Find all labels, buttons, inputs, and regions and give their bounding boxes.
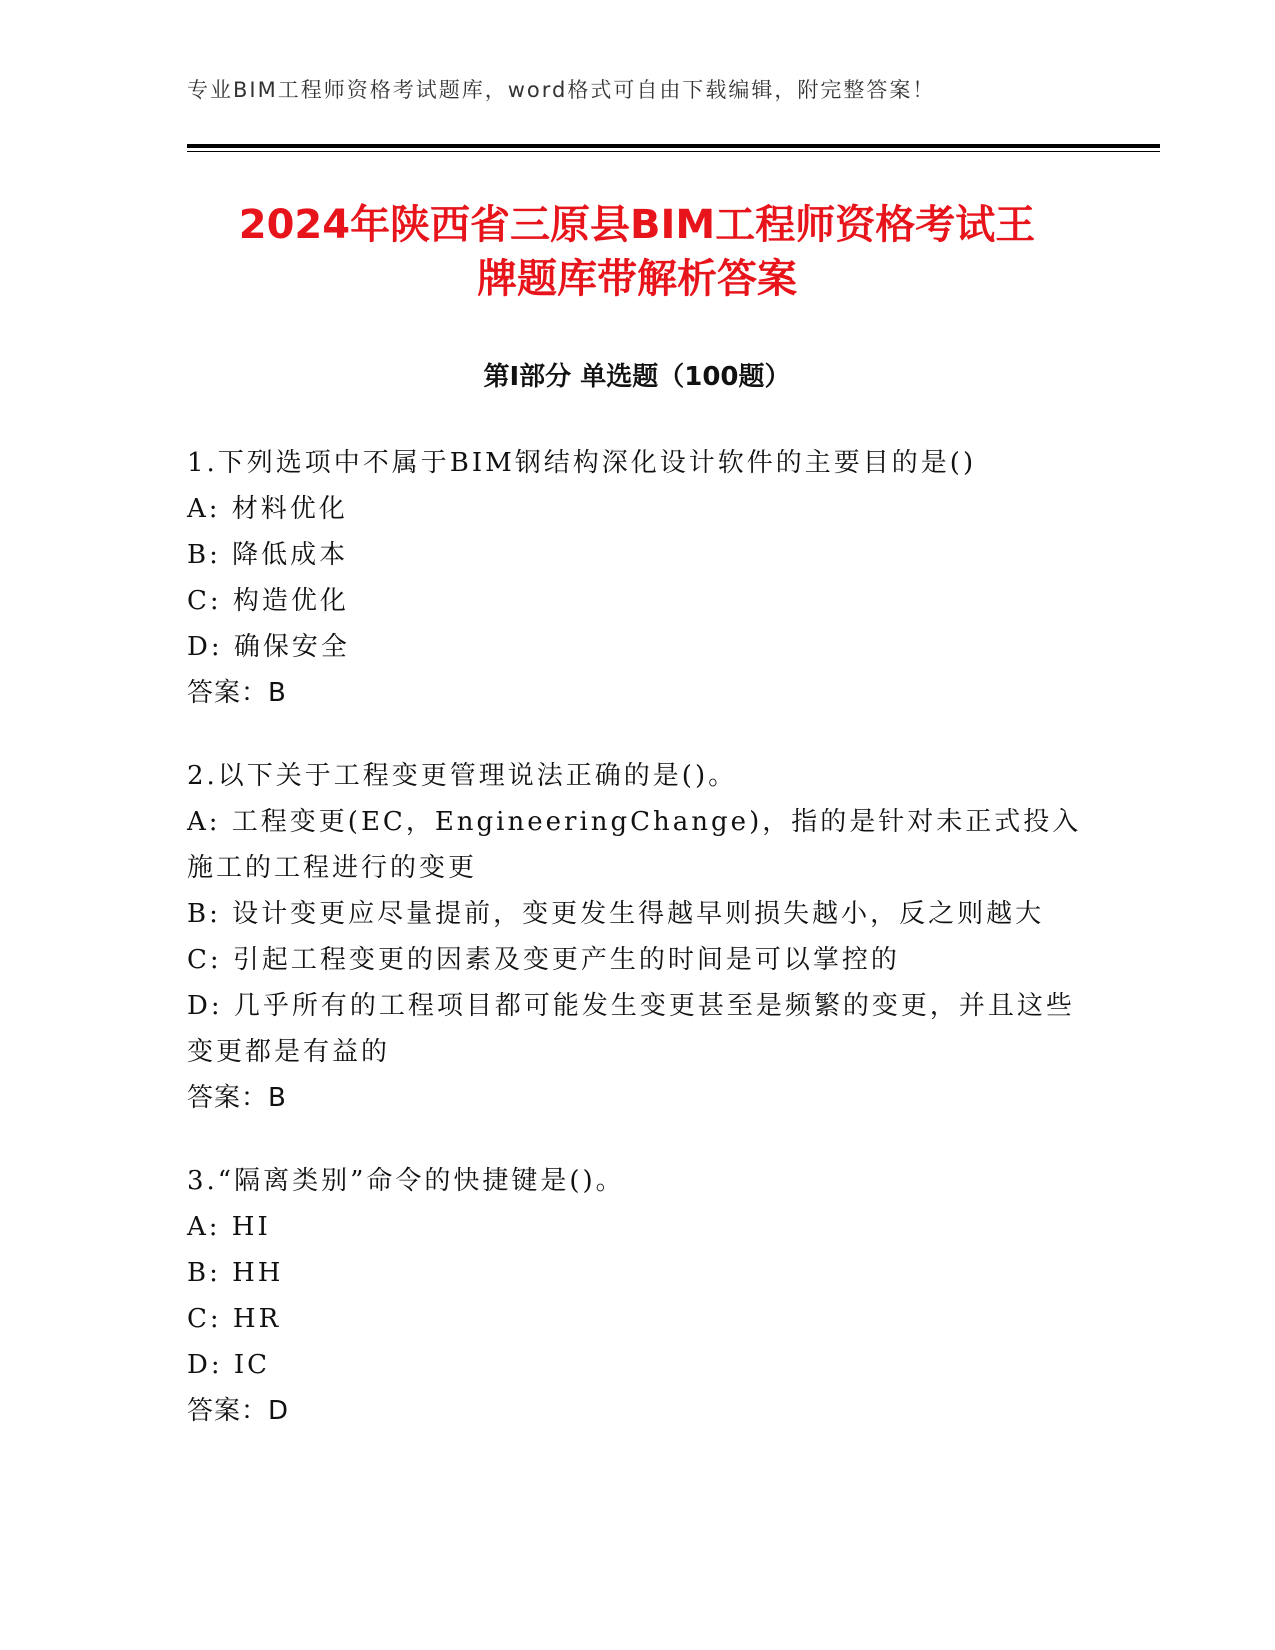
document-title-line-1: 2024年陕西省三原县BIM工程师资格考试王	[238, 202, 1036, 248]
option-c: C: 引起工程变更的因素及变更产生的时间是可以掌控的	[187, 945, 900, 975]
document-title	[187, 198, 1087, 306]
option-a: A: 材料优化	[187, 494, 348, 524]
option-c: C: 构造优化	[187, 586, 349, 616]
option-d: D: 确保安全	[187, 632, 350, 662]
question-1	[187, 440, 1087, 716]
option-d: D: IC	[187, 1350, 271, 1380]
section-title: 第Ⅰ部分 单选题（100题）	[483, 362, 791, 392]
header-rule-thick	[187, 144, 1160, 148]
question-2	[187, 753, 1087, 1121]
answer: 答案：B	[187, 678, 287, 708]
answer: 答案：B	[187, 1083, 287, 1113]
answer: 答案：D	[187, 1396, 290, 1426]
option-c: C: HR	[187, 1304, 282, 1334]
option-d: D: 几乎所有的工程项目都可能发生变更甚至是频繁的变更，并且这些变更都是有益的	[187, 991, 1075, 1067]
question-3	[187, 1158, 1087, 1434]
option-b: B: HH	[187, 1258, 284, 1288]
question-list	[187, 440, 1087, 1471]
question-stem: 3.“隔离类别”命令的快捷键是()。	[187, 1166, 625, 1196]
option-b: B: 设计变更应尽量提前，变更发生得越早则损失越小，反之则越大	[187, 899, 1045, 929]
option-b: B: 降低成本	[187, 540, 349, 570]
option-a: A: 工程变更(EC，EngineeringChange)，指的是针对未正式投入施工的工程进行的变更	[187, 807, 1082, 883]
option-a: A: HI	[187, 1212, 271, 1242]
question-stem: 2.以下关于工程变更管理说法正确的是()。	[187, 761, 738, 791]
header-rule-thin	[187, 151, 1160, 152]
question-stem: 1.下列选项中不属于BIM钢结构深化设计软件的主要目的是()	[187, 448, 977, 478]
document-title-line-2: 牌题库带解析答案	[477, 256, 797, 302]
header-note: 专业BIM工程师资格考试题库，word格式可自由下载编辑，附完整答案！	[187, 78, 936, 102]
